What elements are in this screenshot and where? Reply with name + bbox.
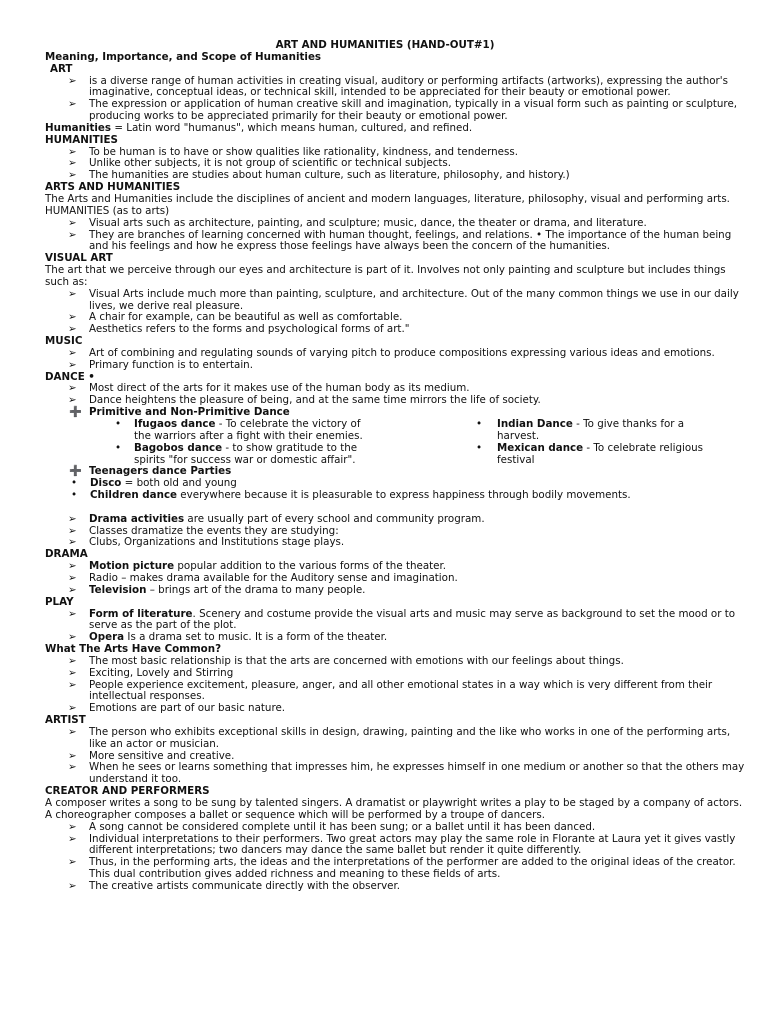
list-item-term: Children dance [90, 489, 178, 502]
list-item-line: lives, we derive real pleasure. [89, 299, 244, 312]
dance-description: harvest. [497, 429, 540, 442]
list-item-line: Thus, in the performing arts, the ideas and the interpretations of the performer are added to the original ideas of the creator. [89, 856, 736, 869]
list-item [45, 832, 736, 858]
list-item [45, 218, 725, 230]
dance-description: - to show gratitude to the [222, 441, 358, 454]
list-item-line [89, 585, 725, 597]
document-title: ART AND HUMANITIES (HAND-OUT#1) [275, 39, 495, 51]
list-humanities [45, 147, 725, 183]
list-item-line: Art of combining and regulating sounds of varying pitch to produce compositions expressing various ideas and emotions. [89, 346, 715, 359]
list-item-text: are usually part of every school and community program. [184, 512, 485, 525]
plus-pin-icon: ➕ [69, 406, 82, 419]
arrow-bullet-icon: ➢ [68, 820, 77, 833]
list-item-line: People experience excitement, pleasure, anger, and all other emotional states in a way which is very different from their [89, 678, 713, 691]
arrow-bullet-icon: ➢ [68, 749, 77, 762]
list-drama-activities [45, 514, 725, 550]
section-heading-drama: DRAMA [45, 548, 88, 561]
list-item [45, 537, 725, 549]
arrow-bullet-icon: ➢ [68, 311, 77, 324]
dot-bullet-icon: • [115, 418, 122, 430]
list-common [45, 656, 725, 715]
list-item-line: producing works to be appreciated primarily for their beauty or emotional power. [89, 110, 508, 123]
arrow-bullet-icon: ➢ [68, 583, 77, 596]
list-item-line: Dance heightens the pleasure of being, and at the same time mirrors the life of society. [89, 394, 541, 407]
arrow-bullet-icon: ➢ [68, 832, 77, 845]
dot-bullet-icon: • [476, 441, 483, 454]
section-heading-creator: CREATOR AND PERFORMERS [45, 785, 210, 798]
list-play [45, 607, 736, 645]
list-drama [45, 561, 725, 597]
arrow-bullet-icon: ➢ [68, 346, 77, 359]
list-item [45, 585, 725, 597]
list-item [45, 324, 725, 336]
dance-description: festival [497, 453, 535, 466]
list-item [45, 703, 725, 715]
list-item-line: Most direct of the arts for it makes use of the human body as its medium. [89, 382, 470, 395]
list-item-line: The humanities are studies about human culture, such as literature, philosophy, and history.) [89, 169, 570, 182]
list-item-line: Visual Arts include much more than painting, sculpture, and architecture. Out of the many common things we use in our daily [89, 287, 739, 300]
list-item-term: Opera [89, 631, 125, 644]
list-item-text: Clubs, Organizations and Institutions stage plays. [89, 536, 345, 549]
dance-name: Mexican dance [497, 441, 584, 454]
dance-description: - To give thanks for a [572, 418, 685, 430]
dance-name: Indian Dance [497, 418, 573, 430]
paragraph-visual-art-1: The art that we perceive through our eyes and architecture is part of it. Involves not only painting and sculpture but includes things [45, 264, 726, 277]
list-item-line: Individual interpretations to their performers. Two great actors may play the same role in Florante at Laura yet it gives vastly [89, 832, 736, 845]
main-heading: Meaning, Importance, and Scope of Humanities [45, 50, 322, 63]
arrow-bullet-icon: ➢ [68, 358, 77, 371]
list-item [45, 228, 732, 254]
humanities-term: Humanities [45, 121, 112, 134]
list-item [45, 98, 738, 123]
list-item-text: = both old and young [121, 477, 237, 490]
arrow-bullet-icon: ➢ [68, 725, 77, 738]
section-heading-artist: ARTIST [45, 714, 86, 727]
list-item-text: . Scenery and costume provide the visual arts and music may serve as background to set the mood or to [192, 607, 736, 620]
list-item-line: To be human is to have or show qualities like rationality, kindness, and tenderness. [89, 145, 519, 158]
list-item-term: Motion picture [89, 560, 175, 573]
list-item [45, 668, 725, 680]
arrow-bullet-icon: ➢ [68, 560, 77, 573]
list-item-line: When he sees or learns something that impresses him, he expresses himself in one medium or another so that the others may [89, 761, 745, 774]
list-item-line: intellectual responses. [89, 690, 205, 703]
arrow-bullet-icon: ➢ [68, 631, 77, 644]
list-item [45, 607, 736, 633]
primitive-dance-title: Primitive and Non-Primitive Dance [89, 406, 290, 419]
list-item-line: The expression or application of human creative skill and imagination, typically in a visual form such as painting or sculpture, [89, 98, 738, 111]
list-item-term: Form of literature [89, 607, 193, 620]
dot-list-item [45, 490, 725, 502]
list-item [45, 881, 725, 893]
list-item [45, 656, 725, 668]
handout-content [45, 39, 745, 893]
arrow-bullet-icon: ➢ [68, 157, 77, 170]
arrow-bullet-icon: ➢ [68, 287, 77, 300]
section-heading-common: What The Arts Have Common? [45, 643, 222, 656]
paragraph-arts-humanities: The Arts and Humanities include the disciplines of ancient and modern languages, literature, philosophy, visual and performing arts. [45, 192, 730, 205]
arrow-bullet-icon: ➢ [68, 856, 77, 869]
list-item-text: – brings art of the drama to many people. [146, 583, 366, 596]
list-item-line: They are branches of learning concerned with human thought, feelings, and relations. • The importance of the human being [89, 228, 732, 241]
list-item [45, 348, 725, 360]
arrow-bullet-icon: ➢ [68, 323, 77, 336]
list-item-text: serve as the part of the plot. [89, 619, 237, 632]
list-item-term: Drama activities [89, 512, 185, 525]
dance-name: Bagobos dance [134, 441, 223, 454]
dance-description: - To celebrate the victory of [215, 418, 361, 430]
list-item [45, 761, 745, 786]
section-heading-play: PLAY [45, 595, 74, 608]
list-item-line [89, 537, 725, 549]
section-heading-art: ART [50, 62, 73, 75]
section-heading-dance: DANCE • [45, 370, 95, 383]
dot-bullet-icon: • [115, 441, 122, 454]
list-item-line: More sensitive and creative. [89, 749, 235, 762]
list-item-line [89, 632, 725, 644]
subheading-humanities-as-arts: HUMANITIES (as to arts) [45, 204, 170, 217]
list-music [45, 348, 725, 372]
arrow-bullet-icon: ➢ [68, 524, 77, 537]
list-item-term: Television [89, 583, 147, 596]
arrow-bullet-icon: ➢ [68, 879, 77, 892]
arrow-bullet-icon: ➢ [68, 145, 77, 158]
section-heading-humanities: HUMANITIES [45, 133, 118, 146]
dot-bullet-icon: • [476, 418, 483, 430]
arrow-bullet-icon: ➢ [68, 702, 77, 715]
list-item-line: The person who exhibits exceptional skills in design, drawing, painting and the like who works in one of the performing arts, [89, 725, 731, 738]
list-item-text: Radio – makes drama available for the Auditory sense and imagination. [89, 571, 458, 584]
arrow-bullet-icon: ➢ [68, 512, 77, 525]
arrow-bullet-icon: ➢ [68, 678, 77, 691]
arrow-bullet-icon: ➢ [68, 216, 77, 229]
list-item-line: is a diverse range of human activities in creating visual, auditory or performing artifacts (artworks), expressing the author's [89, 74, 728, 87]
list-teen-dance [45, 478, 725, 502]
dance-column-left [89, 419, 389, 466]
list-arts-humanities [45, 216, 732, 254]
list-creator [45, 820, 736, 893]
list-dance [45, 383, 725, 407]
dance-item [450, 419, 725, 443]
list-item [45, 360, 725, 372]
list-item-text: Classes dramatize the events they are studying: [89, 524, 339, 537]
list-item-line: and his feelings and how he express those feelings have always been the concern of the humanities. [89, 240, 611, 253]
dance-description: spirits "for success war or domestic affair". [134, 453, 356, 466]
list-item-line: understand it too. [89, 773, 182, 786]
dance-description: - To celebrate religious [583, 441, 704, 454]
list-item [45, 822, 725, 834]
list-item-line: Emotions are part of our basic nature. [89, 702, 286, 715]
list-item-line: A chair for example, can be beautiful as well as comfortable. [89, 311, 403, 324]
arrow-bullet-icon: ➢ [68, 654, 77, 667]
list-item [45, 74, 728, 100]
section-heading-music: MUSIC [45, 335, 83, 348]
arrow-bullet-icon: ➢ [68, 607, 77, 620]
list-artist [45, 725, 745, 786]
dance-column-right [450, 419, 725, 466]
paragraph-visual-art-2: such as: [45, 275, 88, 288]
section-heading-visual-art: VISUAL ART [45, 252, 113, 265]
dance-name: Ifugaos dance [134, 418, 216, 430]
arrow-bullet-icon: ➢ [68, 761, 77, 774]
arrow-bullet-icon: ➢ [68, 98, 77, 111]
dance-item [89, 419, 389, 443]
arrow-bullet-icon: ➢ [68, 394, 77, 407]
list-item-line: Visual arts such as architecture, painting, and sculpture; music, dance, the theater or drama, and literature. [89, 216, 647, 229]
list-item [45, 680, 725, 704]
list-item-line [90, 490, 725, 502]
arrow-bullet-icon: ➢ [68, 74, 77, 87]
list-item-line: Exciting, Lovely and Stirring [89, 666, 234, 679]
humanities-def-text: = Latin word "humanus", which means human, cultured, and refined. [111, 121, 473, 134]
list-item-text: popular addition to the various forms of the theater. [174, 560, 447, 573]
arrow-bullet-icon: ➢ [68, 666, 77, 679]
list-item-term: Disco [90, 477, 122, 490]
list-item-line: The creative artists communicate directly with the observer. [89, 879, 401, 892]
paragraph-creator-1: A composer writes a song to be sung by talented singers. A dramatist or playwright writes a play to be staged by a company of actors. [45, 797, 743, 810]
list-item-line: A song cannot be considered complete until it has been sung; or a ballet until it has been danced. [89, 820, 596, 833]
dance-item [89, 443, 389, 467]
arrow-bullet-icon: ➢ [68, 382, 77, 395]
teenagers-dance-title: Teenagers dance Parties [89, 465, 232, 478]
plus-pin-icon: ➕ [69, 465, 82, 478]
list-item-line: This dual contribution gives added richness and meaning to these fields of arts. [89, 868, 501, 881]
arrow-bullet-icon: ➢ [68, 169, 77, 182]
humanities-definition [45, 123, 725, 135]
list-item-text: everywhere because it is pleasurable to express happiness through bodily movements. [177, 489, 631, 502]
list-item [45, 632, 725, 644]
list-item-line: The most basic relationship is that the arts are concerned with emotions with our feelings about things. [89, 654, 624, 667]
list-item [45, 170, 725, 182]
list-item-line: different interpretations; two dancers may dance the same ballet but render it quite differently. [89, 844, 582, 857]
arrow-bullet-icon: ➢ [68, 571, 77, 584]
arrow-bullet-icon: ➢ [68, 536, 77, 549]
dot-bullet-icon: • [71, 477, 78, 490]
list-item [45, 287, 739, 313]
dance-item [450, 443, 725, 467]
dance-description: the warriors after a fight with their enemies. [134, 429, 363, 442]
dance-item-line [497, 455, 725, 467]
list-item-line: Primary function is to entertain. [89, 358, 253, 371]
section-heading-arts-humanities: ARTS AND HUMANITIES [45, 181, 181, 194]
list-item [45, 725, 731, 751]
list-item-line: Aesthetics refers to the forms and psychological forms of art." [89, 323, 410, 336]
dot-bullet-icon: • [71, 489, 78, 502]
list-art [45, 74, 738, 123]
list-item-text: Is a drama set to music. It is a form of the theater. [124, 631, 388, 644]
arrow-bullet-icon: ➢ [68, 228, 77, 241]
list-visual-art [45, 287, 739, 336]
list-item-line: like an actor or musician. [89, 737, 220, 750]
dance-columns [45, 419, 725, 466]
list-item-line: Unlike other subjects, it is not group of scientific or technical subjects. [89, 157, 451, 170]
list-item [45, 856, 736, 881]
list-item-line: imaginative, conceptual ideas, or technical skill, intended to be appreciated for their beauty or emotional power. [89, 86, 671, 99]
paragraph-creator-2: A choreographer composes a ballet or sequence which will be performed by a troupe of dancers. [45, 808, 545, 821]
